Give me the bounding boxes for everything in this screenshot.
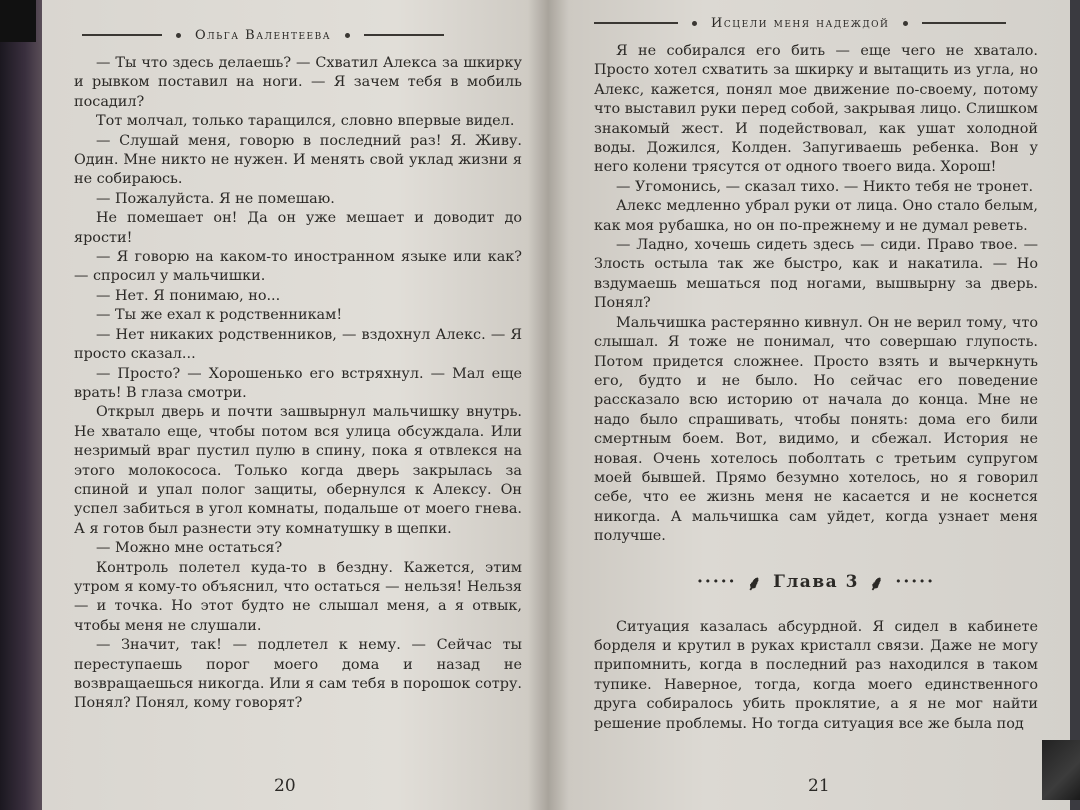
paragraph: — Я говорю на каком-то иностранном языке или как? — спросил у мальчишки. [74, 249, 522, 285]
page-number-right: 21 [808, 776, 830, 796]
book-title: Исцели меня надеждой [711, 15, 890, 31]
paragraph: — Угомонись, — сказал тихо. — Никто тебя не тронет. [616, 178, 1034, 195]
ornament-rule [82, 34, 162, 36]
ornament-dots-left: ····· [696, 572, 737, 593]
paragraph: — Слушай меня, говорю в последний раз! Я. Живу. Один. Мне никто не нужен. И менять свой уклад жизни я не собираюсь. [74, 132, 522, 188]
paragraph: Не помешает он! Да он уже мешает и доводит до ярости! [74, 210, 522, 246]
paragraph: — Нет никаких родственников, — вздохнул Алекс. — Я просто сказал... [74, 326, 522, 363]
page-number-left: 20 [274, 776, 296, 796]
paragraph: Я не собирался его бить — еще чего не хватало. Просто хотел схватить за шкирку и вытащить из угла, но Алекс, кажется, понял мое движение по-своему, потому что выставил руки перед собой, закрывая лицо. Слишком знакомый жест. И подействовал, как ушат холодной воды. Дожился, Колден. Запугиваешь ребенка. Вон у него колени трясутся от одного твоего вида. Хорош! [594, 43, 1038, 176]
paragraph: Алекс медленно убрал руки от лица. Оно стало белым, как моя рубашка, но он по-прежнему и не думал реветь. [594, 198, 1038, 234]
chapter-heading [594, 569, 1038, 596]
paragraph: — Можно мне остаться? [96, 540, 283, 557]
ornament-dot [903, 21, 908, 26]
background-left [0, 0, 42, 810]
ornament-dots-right: ····· [895, 572, 935, 593]
chapter-title: Глава 3 [773, 572, 859, 593]
chapter-text [594, 618, 1038, 734]
ornament-rule [364, 34, 444, 36]
paragraph: Мальчишка растерянно кивнул. Он не верил тому, что слышал. Я тоже не понимал, что совершаю глупость. Потом придется сложнее. Просто взять и вычеркнуть его, будто и не было. Но сейчас его поведение рассказало всю историю от начала до конца. Мне не надо было спрашивать, чтобы понять: дома его били смертным боем. Вот, видимо, и сбежал. История не новая. Очень хотелось поболтать с третьим супругом моей бывшей. Прямо безумно хотелось, но я говорил себе, что ее жизнь меня не касается и не коснется никогда. А мальчишка сам уйдет, когда узнает меня получше. [594, 314, 1038, 545]
background-right [1070, 0, 1080, 810]
paragraph: — Ты же ехал к родственникам! [96, 307, 343, 324]
ornament-rule [922, 22, 1006, 24]
left-page-text [74, 54, 522, 714]
fan-ornament-icon: ⸙ [746, 570, 764, 595]
paragraph: Тот молчал, только таращился, словно впервые видел. [96, 113, 515, 130]
paragraph: — Просто? — Хорошенько его встряхнул. — Мал еще врать! В глаза смотри. [74, 365, 522, 401]
ornament-rule [594, 22, 678, 24]
right-page [548, 0, 1070, 810]
author-name: Ольга Валентеева [195, 27, 332, 43]
ornament-dot [345, 33, 350, 38]
ornament-dot [176, 33, 181, 38]
paragraph: Ситуация казалась абсурдной. Я сидел в кабинете борделя и крутил в руках кристалл связи. Даже не могу припомнить, когда в последний раз находился в таком тупике. Наверное, тогда, когда моего единственного друга собиралось убить проклятие, а я не мог найти решение проблемы. Но тогда ситуация все же была под [594, 618, 1038, 732]
paragraph: — Ты что здесь делаешь? — Схватил Алекса за шкирку и рывком поставил на ноги. — Я зачем тебя в мобиль посадил? [74, 55, 522, 110]
running-head-right [594, 12, 1038, 34]
fan-ornament-icon: ⸙ [868, 570, 886, 595]
paragraph: Открыл дверь и почти зашвырнул мальчишку внутрь. Не хватало еще, чтобы потом вся улица обсуждала. Или незримый враг пустил пулю в спину, пока я отвлекся на этого молокососа. Только когда дверь закрылась за спиной и упал полог защиты, обернулся к Алексу. Он успел забиться в угол комнаты, подальше от моего гнева. А я готов был разнести эту комнатушку в щепки. [74, 404, 522, 537]
running-head-left [74, 24, 522, 46]
paragraph: — Пожалуйста. Я не помешаю. [96, 190, 335, 207]
paragraph: — Нет. Я понимаю, но... [96, 287, 281, 304]
ornament-dot [692, 21, 697, 26]
binder-clip [1042, 740, 1080, 800]
left-page [42, 0, 548, 810]
paragraph: — Значит, так! — подлетел к нему. — Сейчас ты переступаешь порог моего дома и назад не возвращаешься никогда. Или я сам тебя в порошок сотру. Понял? Понял, кому говорят? [74, 637, 522, 712]
paragraph: — Ладно, хочешь сидеть здесь — сиди. Право твое. — Злость остыла так же быстро, как и накатила. — Но вздумаешь мешаться под ногами, вышвырну за дверь. Понял? [594, 237, 1038, 312]
paragraph: Контроль полетел куда-то в бездну. Кажется, этим утром я кому-то объяснил, что остаться — нельзя! Нельзя — и точка. Но этот будто не слышал меня, а я отвык, чтобы меня не слушали. [74, 559, 522, 634]
corner-shadow [0, 0, 36, 42]
right-page-text [594, 42, 1038, 547]
